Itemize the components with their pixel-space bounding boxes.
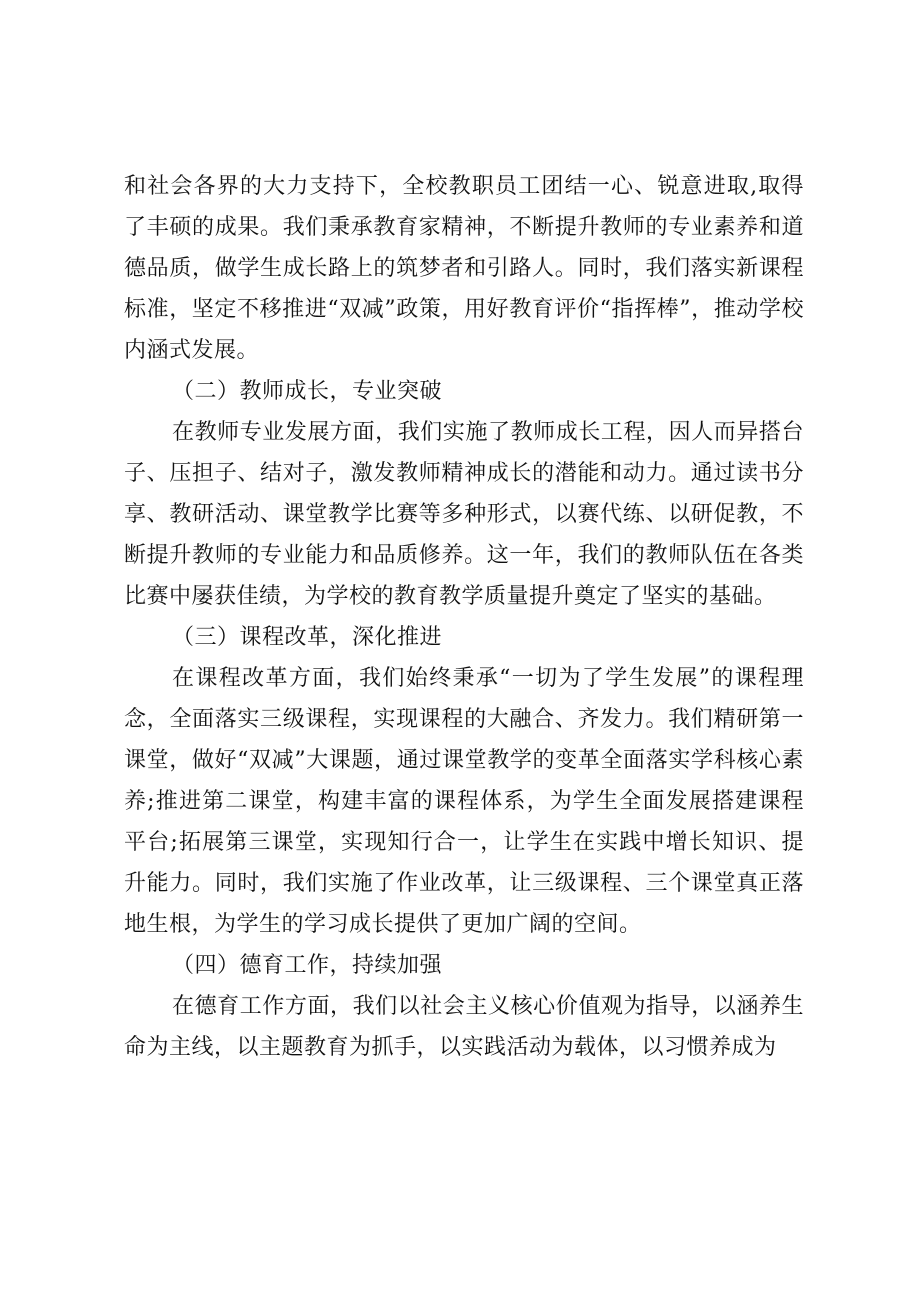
paragraph-continuation: 和社会各界的大力支持下，全校教职员工团结一心、锐意进取,取得了丰硕的成果。我们秉承教育家精神，不断提升教师的专业素养和道德品质，做学生成长路上的筑梦者和引路人。同时，我们落实新课程标准，坚定不移推进“双减”政策，用好教育评价“指挥棒”，推动学校内涵式发展。 bbox=[124, 174, 804, 363]
section-heading-moral-education: （四）德育工作，持续加强 bbox=[172, 953, 443, 978]
paragraph-teacher-growth: 在教师专业发展方面，我们实施了教师成长工程，因人而异搭台子、压担子、结对子，激发教师精神成长的潜能和动力。通过读书分享、教研活动、课堂教学比赛等多种形式，以赛代练、以研促教，不断提升教师的专业能力和品质修养。这一年，我们的教师队伍在各类比赛中屡获佳绩，为学校的教育教学质量提升奠定了坚实的基础。 bbox=[124, 420, 804, 609]
paragraph-moral-education: 在德育工作方面，我们以社会主义核心价值观为指导，以涵养生命为主线，以主题教育为抓手，以实践活动为载体，以习惯养成为 bbox=[124, 994, 804, 1060]
section-heading-teacher-growth: （二）教师成长，专业突破 bbox=[172, 379, 443, 404]
document-body bbox=[124, 166, 804, 1068]
paragraph-curriculum-reform: 在课程改革方面，我们始终秉承“一切为了学生发展”的课程理念，全面落实三级课程，实现课程的大融合、齐发力。我们精研第一课堂，做好“双减”大课题，通过课堂教学的变革全面落实学科核心素养;推进第二课堂，构建丰富的课程体系，为学生全面发展搭建课程平台;拓展第三课堂，实现知行合一，让学生在实践中增长知识、提升能力。同时，我们实施了作业改革，让三级课程、三个课堂真正落地生根，为学生的学习成长提供了更加广阔的空间。 bbox=[124, 666, 804, 937]
section-heading-curriculum-reform: （三）课程改革，深化推进 bbox=[172, 625, 443, 650]
